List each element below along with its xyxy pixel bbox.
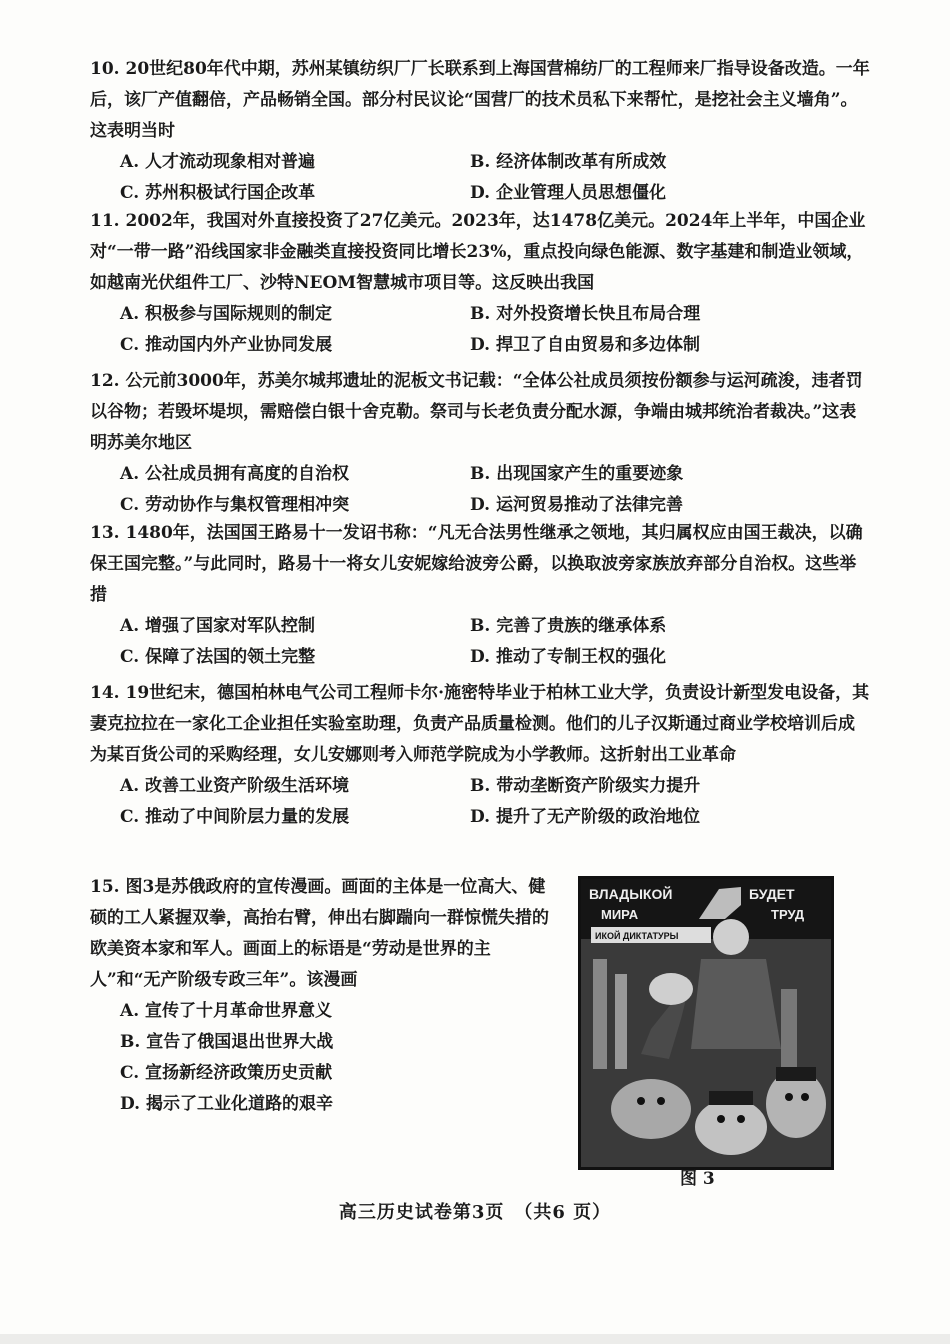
question-11 <box>90 206 870 361</box>
poster-banner: ИКОЙ ДИКТАТУРЫ <box>595 931 679 941</box>
option-b: B. 宣告了俄国退出世界大战 <box>120 1032 334 1052</box>
question-13 <box>90 518 870 673</box>
option-list <box>90 611 870 673</box>
question-12 <box>90 366 870 521</box>
propaganda-poster-figure <box>578 876 834 1170</box>
option-d: D. 揭示了工业化道路的艰辛 <box>120 1094 333 1114</box>
question-stem: 12. 公元前3000年，苏美尔城邦遗址的泥板文书记载：“全体公社成员须按份额参与运河疏浚，违者罚以谷物；若毁坏堤坝，需赔偿白银十舍克勒。祭司与长老负责分配水源，争端由城邦统治者裁决。”这表明苏美尔地区 <box>90 371 863 453</box>
option-d: D. 提升了无产阶级的政治地位 <box>470 807 700 827</box>
option-a: A. 公社成员拥有高度的自治权 <box>120 464 350 484</box>
option-a: A. 人才流动现象相对普遍 <box>120 152 316 172</box>
option-d: D. 捍卫了自由贸易和多边体制 <box>470 335 700 355</box>
option-a: A. 宣传了十月革命世界意义 <box>120 1001 333 1021</box>
page-footer: 高三历史试卷第3页 （共6 页） <box>338 1202 612 1223</box>
option-c: C. 劳动协作与集权管理相冲突 <box>120 495 350 515</box>
option-c: C. 推动了中间阶层力量的发展 <box>120 807 350 827</box>
option-c: C. 苏州积极试行国企改革 <box>120 183 316 203</box>
option-list <box>90 299 870 361</box>
option-list <box>90 771 870 833</box>
option-b: B. 完善了贵族的继承体系 <box>470 616 667 636</box>
option-b: B. 对外投资增长快且布局合理 <box>470 304 701 324</box>
option-a: A. 改善工业资产阶级生活环境 <box>120 776 350 796</box>
poster-slogan-4: ТРУД <box>771 907 805 922</box>
option-c: C. 宣扬新经济政策历史贡献 <box>120 1063 333 1083</box>
page-bottom-edge <box>0 1334 950 1344</box>
figure-caption: 图 3 <box>680 1169 715 1189</box>
option-list <box>90 459 870 521</box>
option-a: A. 增强了国家对军队控制 <box>120 616 316 636</box>
question-stem: 10. 20世纪80年代中期，苏州某镇纺织厂厂长联系到上海国营棉纺厂的工程师来厂指导设备改造。一年后，该厂产值翻倍，产品畅销全国。部分村民议论“国营厂的技术员私下来帮忙，是挖社会主义墙角”。这表明当时 <box>90 59 870 141</box>
option-d: D. 推动了专制王权的强化 <box>470 647 666 667</box>
option-a: A. 积极参与国际规则的制定 <box>120 304 333 324</box>
question-10 <box>90 54 870 209</box>
poster-slogan-1: ВЛАДЫКОЙ <box>589 886 673 902</box>
question-14 <box>90 678 870 833</box>
question-stem: 15. 图3是苏俄政府的宣传漫画。画面的主体是一位高大、健硕的工人紧握双拳，高抬右臂，伸出右脚踹向一群惊慌失措的欧美资本家和军人。画面上的标语是“劳动是世界的主人”和“无产阶级专政三年”。该漫画 <box>90 877 549 990</box>
question-stem: 13. 1480年，法国国王路易十一发诏书称：“凡无合法男性继承之领地，其归属权应由国王裁决，以确保王国完整。”与此同时，路易十一将女儿安妮嫁给波旁公爵，以换取波旁家族放弃部分自治权。这些举措 <box>90 523 863 605</box>
option-d: D. 企业管理人员思想僵化 <box>470 183 666 203</box>
option-c: C. 推动国内外产业协同发展 <box>120 335 333 355</box>
option-d: D. 运河贸易推动了法律完善 <box>470 495 683 515</box>
option-b: B. 出现国家产生的重要迹象 <box>470 464 684 484</box>
option-b: B. 经济体制改革有所成效 <box>470 152 667 172</box>
option-list <box>90 147 870 209</box>
option-c: C. 保障了法国的领土完整 <box>120 647 316 667</box>
poster-slogan-3: МИРА <box>601 907 639 922</box>
option-b: B. 带动垄断资产阶级实力提升 <box>470 776 701 796</box>
poster-slogan-2: БУДЕТ <box>749 886 795 902</box>
poster-illustration <box>581 879 831 1167</box>
question-stem: 11. 2002年，我国对外直接投资了27亿美元。2023年，达1478亿美元。2024年上半年，中国企业对“一带一路”沿线国家非金融类直接投资同比增长23%，重点投向绿色能源、数字基建和制造业领域，如越南光伏组件工厂、沙特NEOM智慧城市项目等。这反映出我国 <box>90 211 866 293</box>
question-stem: 14. 19世纪末，德国柏林电气公司工程师卡尔·施密特毕业于柏林工业大学，负责设计新型发电设备，其妻克拉拉在一家化工企业担任实验室助理，负责产品质量检测。他们的儿子汉斯通过商业学校培训后成为某百货公司的采购经理，女儿安娜则考入师范学院成为小学教师。这折射出工业革命 <box>90 683 870 765</box>
